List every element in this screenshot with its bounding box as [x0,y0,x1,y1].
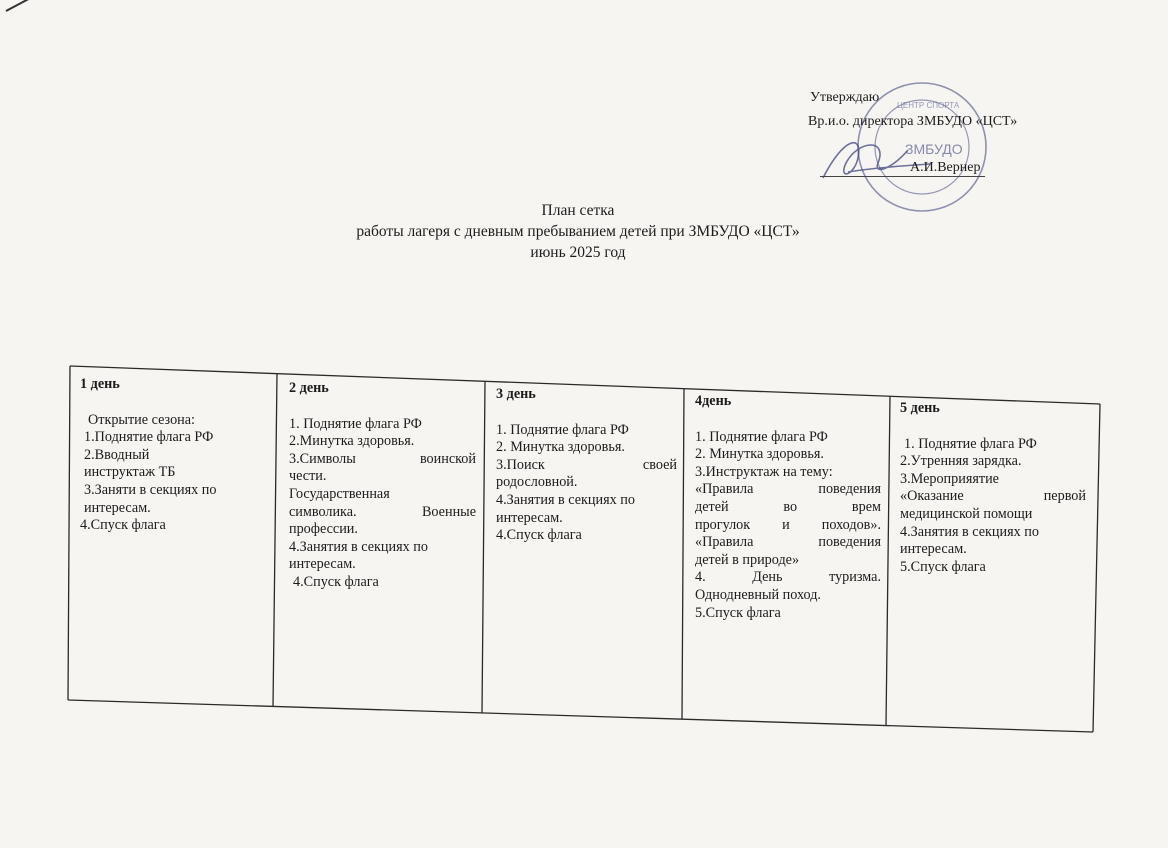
activity-item: медицинской помощи [900,505,1033,522]
activity-item: чести. [289,468,327,485]
activity-item: 2. Минутка здоровья. [695,446,824,463]
activity-item: детей в природе» [695,551,800,568]
activity-item: 4.Занятия в секциях по [900,523,1039,540]
approval-title: Утверждаю [810,90,880,105]
activity-item: 1. Поднятие флага РФ [904,435,1037,452]
document-subtitle: работы лагеря с дневным пребыванием детей при ЗМБУДО «ЦСТ» [356,223,800,240]
activity-item: инструктаж ТБ [84,464,176,481]
activity-item: 1.Поднятие флага РФ [84,429,214,446]
activity-item: 4.Занятия в секциях по [289,538,428,555]
activity-item: Однодневный поход. [695,586,821,603]
day-column-5 [900,400,1086,576]
svg-text:ЗМБУДО: ЗМБУДО [905,141,963,157]
activity-item: 1. Поднятие флага РФ [289,415,422,432]
activity-item: 1. Поднятие флага РФ [496,421,629,438]
activity-item: Государственная [289,485,390,502]
activity-item: 4.Спуск флага [80,517,166,534]
activity-item: интересам. [900,541,967,558]
day-label: 5 день [900,400,940,416]
day-column-1 [80,376,270,535]
activity-item: 3.Инструктаж на тему: [695,463,833,480]
activity-item: 2.Утренняя зарядка. [900,453,1022,470]
day-label: 3 день [496,386,536,402]
activity-item: интересам. [289,556,356,573]
activity-item: 5.Спуск флага [900,558,986,575]
activity-item: 5.Спуск флага [695,604,781,621]
activity-item: Открытие сезона: [88,411,195,428]
document-title: План сетка [541,202,615,219]
activity-item: 2. Минутка здоровья. [496,439,625,456]
activity-item: 1. Поднятие флага РФ [695,428,828,445]
day-label: 2 день [289,380,329,396]
activity-item: профессии. [289,521,358,538]
activity-item: родословной. [496,474,578,491]
document-period: июнь 2025 год [530,244,626,261]
day-column-2 [289,380,476,592]
activity-item: 3.Поиск своей [496,456,677,473]
activity-item: «Оказание первой [900,488,1086,505]
day-label: 1 день [80,376,120,392]
svg-text:ЦЕНТР СПОРТА: ЦЕНТР СПОРТА [897,101,960,110]
approval-signer: А.И.Вернер [910,160,981,175]
activity-item: «Правила поведения [695,534,881,551]
activity-item: интересам. [84,499,151,516]
activity-item: интересам. [496,509,563,526]
activity-item: 4.Спуск флага [293,573,379,590]
activity-item: прогулок и походов». [695,516,881,533]
activity-item: 2.Вводный [84,446,150,463]
day-column-4 [695,393,881,622]
activity-item: «Правила поведения [695,481,881,498]
day-label: 4день [695,393,732,409]
activity-item: символика. Военные [289,503,476,520]
activity-item: 3.Символы воинской [289,450,476,467]
activity-item: детей во врем [695,498,881,515]
day-column-3 [496,386,677,545]
activity-item: 3.Заняти в секциях по [84,481,217,498]
activity-item: 3.Мероприяятие [900,470,999,487]
activity-item: 2.Минутка здоровья. [289,433,415,450]
activity-item: 4.Спуск флага [496,527,582,544]
approval-role: Вр.и.о. директора ЗМБУДО «ЦСТ» [808,114,1018,129]
activity-item: 4. День туризма. [695,569,881,586]
activity-item: 4.Занятия в секциях по [496,491,635,508]
